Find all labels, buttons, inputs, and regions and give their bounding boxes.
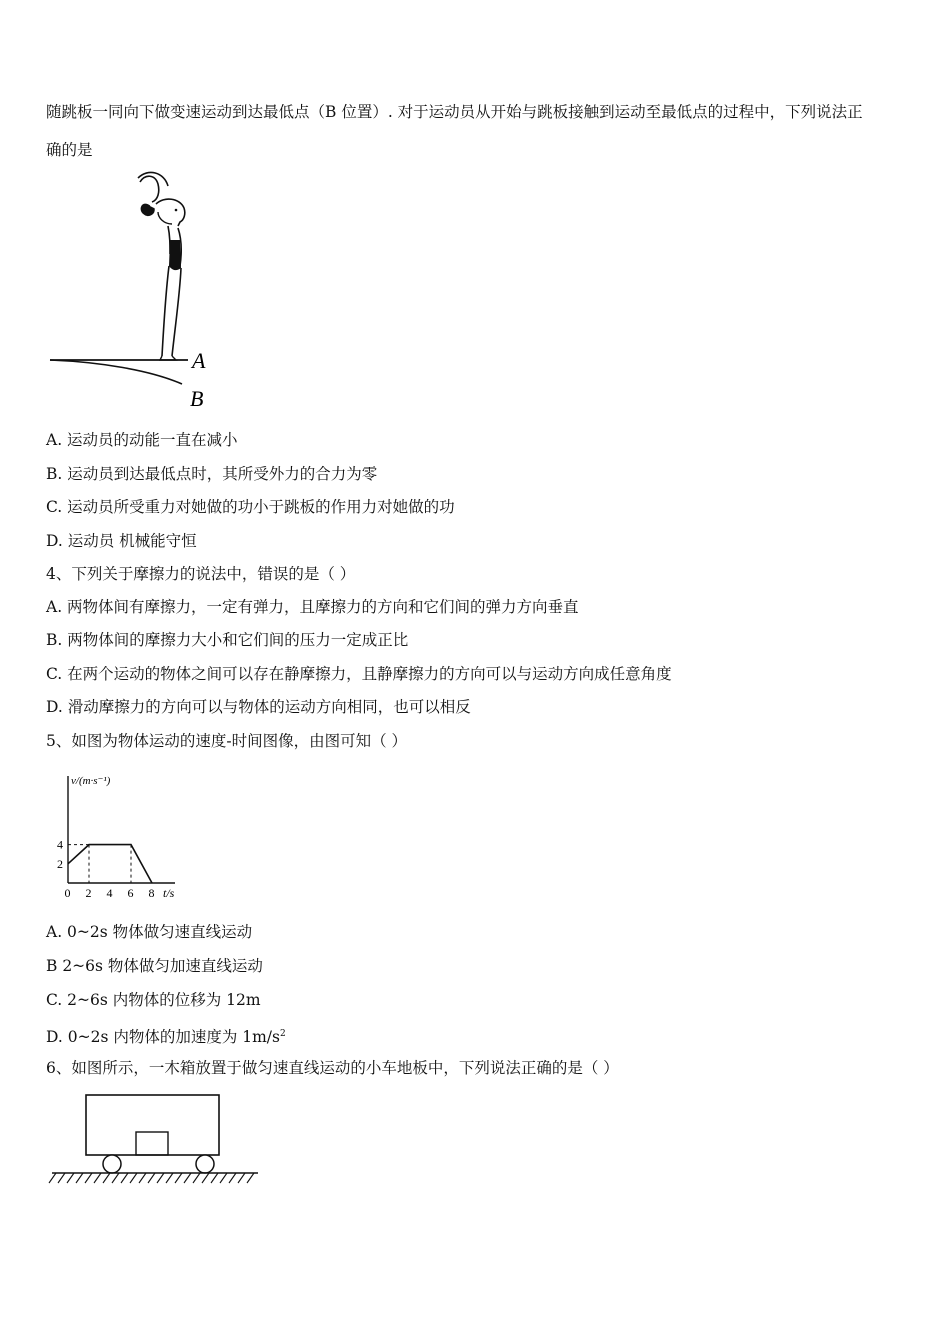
y-tick-label-2: 2 xyxy=(57,856,63,871)
q4-stem: 4、下列关于摩擦力的说法中，错误的是（ ） xyxy=(46,565,356,583)
ground-hatching xyxy=(49,1173,254,1183)
q3-option-d: D. 运动员 机械能守恒 xyxy=(46,532,197,550)
q5-option-d-exponent: 2 xyxy=(279,1029,286,1039)
q4-option-b: B. 两物体间的摩擦力大小和它们间的压力一定成正比 xyxy=(46,631,409,649)
q5-option-d xyxy=(46,1024,286,1047)
cart-body xyxy=(86,1095,219,1155)
q3-option-a: A. 运动员的动能一直在减小 xyxy=(46,431,238,449)
q5-option-c: C. 2~6s 内物体的位移为 12m xyxy=(46,991,261,1009)
x-tick-label-6: 6 xyxy=(127,886,134,900)
label-a: A xyxy=(192,348,206,373)
q4-option-d: D. 滑动摩擦力的方向可以与物体的运动方向相同，也可以相反 xyxy=(46,698,471,716)
x-tick-label-4: 4 xyxy=(106,886,113,900)
q5-option-b: B 2~6s 物体做匀加速直线运动 xyxy=(46,957,263,975)
label-b: B xyxy=(190,386,204,411)
question-stem-continuation-2: 确的是 xyxy=(46,141,93,159)
question-stem-continuation: 随跳板一同向下做变速运动到达最低点（B 位置）. 对于运动员从开始与跳板接触到运动至最低点的过程中，下列说法正 xyxy=(46,103,863,121)
q4-option-a: A. 两物体间有摩擦力，一定有弹力，且摩擦力的方向和它们间的弹力方向垂直 xyxy=(46,598,579,616)
x-tick-label-8: 8 xyxy=(148,886,155,900)
cart-with-box-figure xyxy=(48,1090,263,1190)
q3-option-b: B. 运动员到达最低点时，其所受外力的合力为零 xyxy=(46,465,378,483)
x-axis-label: t/s xyxy=(163,886,175,900)
y-axis-label: v/(m·s⁻¹) xyxy=(71,775,111,787)
diver-springboard-figure xyxy=(40,170,230,415)
x-tick-label-2: 2 xyxy=(85,886,92,900)
cart-wheel-right xyxy=(196,1155,214,1173)
wooden-box xyxy=(136,1132,168,1155)
cart-wheel-left xyxy=(103,1155,121,1173)
y-tick-label-4: 4 xyxy=(57,837,63,852)
q5-stem: 5、如图为物体运动的速度-时间图像，由图可知（ ） xyxy=(46,732,408,750)
x-tick-label-0: 0 xyxy=(64,886,71,900)
q3-option-c: C. 运动员所受重力对她做的功小于跳板的作用力对她做的功 xyxy=(46,498,455,516)
velocity-series-line xyxy=(68,845,152,883)
q6-stem: 6、如图所示，一木箱放置于做匀速直线运动的小车地板中，下列说法正确的是（ ） xyxy=(46,1059,619,1077)
velocity-time-chart xyxy=(55,770,195,905)
q4-option-c: C. 在两个运动的物体之间可以存在静摩擦力，且静摩擦力的方向可以与运动方向成任意角度 xyxy=(46,665,672,683)
q5-option-d-text: D. 0~2s 内物体的加速度为 1m/s xyxy=(46,1028,280,1046)
q5-option-a: A. 0~2s 物体做匀速直线运动 xyxy=(46,923,253,941)
